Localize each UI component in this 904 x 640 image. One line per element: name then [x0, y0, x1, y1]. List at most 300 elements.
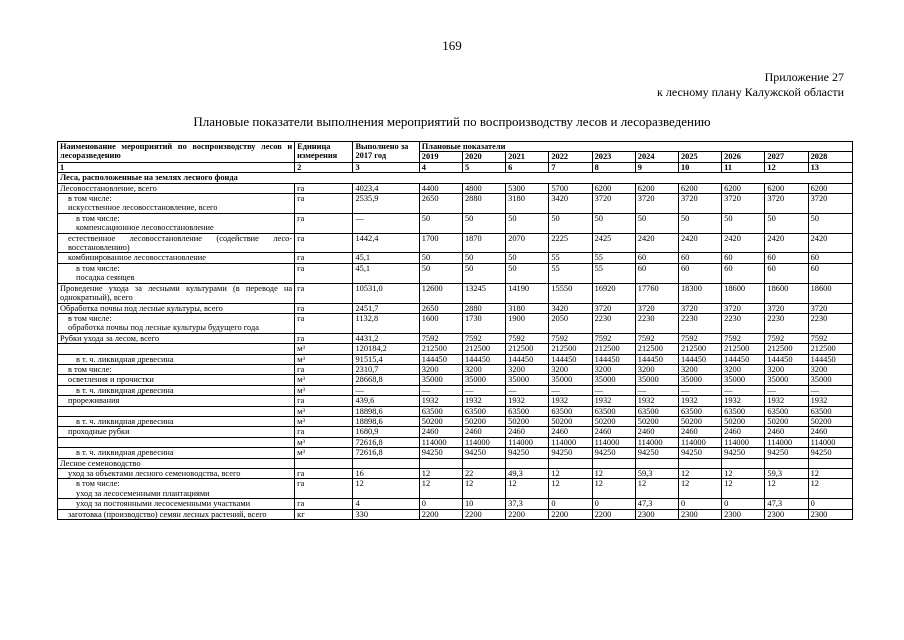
- row-plan-value: 3420: [549, 194, 592, 214]
- row-plan-value: 212500: [678, 344, 721, 354]
- row-plan-value: —: [506, 385, 549, 395]
- row-plan-value: 2300: [808, 509, 852, 519]
- row-plan-value: 2300: [722, 509, 765, 519]
- row-name: в т. ч. ликвидная древесина: [58, 448, 295, 458]
- row-plan-value: [419, 458, 462, 468]
- row-plan-value: 63500: [462, 406, 505, 416]
- row-plan-value: 212500: [419, 344, 462, 354]
- table-row: [58, 263, 853, 283]
- row-plan-value: 63500: [678, 406, 721, 416]
- header-year: 2019: [419, 152, 462, 162]
- row-plan-value: 2070: [506, 233, 549, 253]
- row-plan-value: 3720: [678, 303, 721, 313]
- row-plan-value: 2230: [722, 313, 765, 333]
- row-plan-value: 7592: [808, 333, 852, 343]
- row-plan-value: 50200: [722, 416, 765, 426]
- table-row: [58, 437, 853, 447]
- column-number: 13: [808, 162, 852, 172]
- row-plan-value: 1932: [506, 396, 549, 406]
- row-plan-value: 2880: [462, 303, 505, 313]
- header-unit: Единица измерения: [295, 142, 353, 163]
- row-plan-value: 1932: [635, 396, 678, 406]
- row-plan-value: —: [765, 385, 808, 395]
- row-plan-value: 2420: [678, 233, 721, 253]
- column-number: 3: [353, 162, 419, 172]
- table-row: [58, 396, 853, 406]
- column-number: 5: [462, 162, 505, 172]
- row-done-2017: 4023,4: [353, 183, 419, 193]
- row-done-2017: 10531,0: [353, 283, 419, 303]
- row-plan-value: 50: [765, 213, 808, 233]
- row-plan-value: 1932: [765, 396, 808, 406]
- row-plan-value: 3720: [765, 194, 808, 214]
- row-plan-value: 50200: [549, 416, 592, 426]
- row-plan-value: 94250: [678, 448, 721, 458]
- row-plan-value: 4800: [462, 183, 505, 193]
- row-plan-value: 60: [722, 263, 765, 283]
- row-plan-value: [678, 458, 721, 468]
- row-unit: га: [295, 479, 353, 499]
- row-plan-value: 3180: [506, 303, 549, 313]
- row-plan-value: 1900: [506, 313, 549, 333]
- table-row: [58, 416, 853, 426]
- row-plan-value: 35000: [419, 375, 462, 385]
- row-unit: м³: [295, 406, 353, 416]
- row-unit: га: [295, 313, 353, 333]
- row-plan-value: 50200: [592, 416, 635, 426]
- row-plan-value: 2460: [419, 427, 462, 437]
- row-unit: га: [295, 213, 353, 233]
- row-plan-value: 63500: [765, 406, 808, 416]
- header-year: 2021: [506, 152, 549, 162]
- row-plan-value: 12: [592, 469, 635, 479]
- column-number: 11: [722, 162, 765, 172]
- row-plan-value: 2460: [592, 427, 635, 437]
- table-row: [58, 213, 853, 233]
- row-plan-value: 212500: [549, 344, 592, 354]
- row-unit: га: [295, 283, 353, 303]
- row-plan-value: 50: [506, 263, 549, 283]
- row-plan-value: 6200: [765, 183, 808, 193]
- row-plan-value: 1870: [462, 233, 505, 253]
- row-plan-value: 6200: [808, 183, 852, 193]
- row-plan-value: 2460: [462, 427, 505, 437]
- row-plan-value: 94250: [462, 448, 505, 458]
- row-plan-value: 1932: [678, 396, 721, 406]
- row-plan-value: 2230: [808, 313, 852, 333]
- row-plan-value: 94250: [765, 448, 808, 458]
- table-row: [58, 458, 853, 468]
- row-plan-value: 7592: [765, 333, 808, 343]
- row-plan-value: 3180: [506, 194, 549, 214]
- row-plan-value: 3720: [722, 194, 765, 214]
- row-plan-value: 3200: [678, 364, 721, 374]
- row-plan-value: 35000: [506, 375, 549, 385]
- row-plan-value: 63500: [808, 406, 852, 416]
- row-plan-value: 3720: [765, 303, 808, 313]
- row-plan-value: 50: [592, 213, 635, 233]
- row-plan-value: 63500: [419, 406, 462, 416]
- row-plan-value: [506, 458, 549, 468]
- row-plan-value: 5300: [506, 183, 549, 193]
- row-plan-value: 5700: [549, 183, 592, 193]
- row-name: в том числе: обработка почвы под лесные культуры будущего года: [58, 313, 295, 333]
- row-done-2017: —: [353, 213, 419, 233]
- row-done-2017: 72616,8: [353, 437, 419, 447]
- row-plan-value: 35000: [722, 375, 765, 385]
- row-name: естественное лесовосстановление (содействие лесо-восстановлению): [58, 233, 295, 253]
- row-plan-value: 1932: [722, 396, 765, 406]
- row-plan-value: —: [635, 385, 678, 395]
- row-unit: кг: [295, 509, 353, 519]
- row-plan-value: 22: [462, 469, 505, 479]
- row-plan-value: 50: [549, 213, 592, 233]
- row-plan-value: 6200: [635, 183, 678, 193]
- row-unit: га: [295, 333, 353, 343]
- row-name: [58, 406, 295, 416]
- row-plan-value: 2420: [722, 233, 765, 253]
- row-plan-value: 114000: [722, 437, 765, 447]
- row-plan-value: 2460: [635, 427, 678, 437]
- row-plan-value: 2425: [592, 233, 635, 253]
- row-plan-value: 12: [722, 479, 765, 499]
- row-name: в т. ч. ликвидная древесина: [58, 385, 295, 395]
- row-plan-value: 6200: [592, 183, 635, 193]
- row-done-2017: 1132,8: [353, 313, 419, 333]
- row-plan-value: 7592: [549, 333, 592, 343]
- table-row: [58, 283, 853, 303]
- row-name: комбинированное лесовосстановление: [58, 253, 295, 263]
- row-plan-value: 1932: [592, 396, 635, 406]
- row-plan-value: 3200: [808, 364, 852, 374]
- row-plan-value: 35000: [462, 375, 505, 385]
- row-plan-value: 47,3: [635, 499, 678, 509]
- row-plan-value: 144450: [462, 354, 505, 364]
- row-plan-value: 50: [419, 213, 462, 233]
- row-plan-value: 2880: [462, 194, 505, 214]
- row-name: в том числе: посадка сеянцев: [58, 263, 295, 283]
- row-plan-value: 2420: [635, 233, 678, 253]
- row-name: уход за постоянными лесосеменными участками: [58, 499, 295, 509]
- row-plan-value: 0: [419, 499, 462, 509]
- row-plan-value: 2300: [765, 509, 808, 519]
- row-plan-value: 50200: [765, 416, 808, 426]
- row-plan-value: 3720: [808, 303, 852, 313]
- row-plan-value: 1932: [808, 396, 852, 406]
- row-done-2017: 4431,2: [353, 333, 419, 343]
- row-plan-value: 2230: [635, 313, 678, 333]
- row-done-2017: 330: [353, 509, 419, 519]
- row-plan-value: 35000: [592, 375, 635, 385]
- row-plan-value: 2650: [419, 303, 462, 313]
- header-year: 2026: [722, 152, 765, 162]
- row-plan-value: 7592: [635, 333, 678, 343]
- row-plan-value: —: [592, 385, 635, 395]
- header-year: 2022: [549, 152, 592, 162]
- row-plan-value: 114000: [592, 437, 635, 447]
- row-done-2017: 91515,4: [353, 354, 419, 364]
- row-plan-value: 2460: [808, 427, 852, 437]
- row-plan-value: 12: [678, 479, 721, 499]
- row-plan-value: 12: [722, 469, 765, 479]
- row-plan-value: 13245: [462, 283, 505, 303]
- row-name: Рубки ухода за лесом, всего: [58, 333, 295, 343]
- row-plan-value: 144450: [506, 354, 549, 364]
- row-plan-value: 16920: [592, 283, 635, 303]
- section-title: Леса, расположенные на землях лесного фонда: [58, 173, 853, 183]
- row-plan-value: 50200: [462, 416, 505, 426]
- row-plan-value: 47,3: [765, 499, 808, 509]
- row-plan-value: 144450: [592, 354, 635, 364]
- table-row: [58, 427, 853, 437]
- row-plan-value: 60: [722, 253, 765, 263]
- row-plan-value: 3200: [462, 364, 505, 374]
- row-plan-value: 114000: [808, 437, 852, 447]
- row-plan-value: 60: [635, 263, 678, 283]
- row-plan-value: 37,3: [506, 499, 549, 509]
- table-row: [58, 469, 853, 479]
- row-plan-value: 2225: [549, 233, 592, 253]
- row-plan-value: —: [549, 385, 592, 395]
- header-year: 2023: [592, 152, 635, 162]
- row-plan-value: 55: [549, 253, 592, 263]
- row-plan-value: 1932: [462, 396, 505, 406]
- row-plan-value: [462, 458, 505, 468]
- row-plan-value: 63500: [722, 406, 765, 416]
- row-plan-value: 7592: [419, 333, 462, 343]
- row-plan-value: 12: [678, 469, 721, 479]
- row-name: прореживания: [58, 396, 295, 406]
- header-row: [58, 142, 853, 152]
- header-year: 2024: [635, 152, 678, 162]
- page-number: 169: [442, 38, 462, 53]
- row-plan-value: 55: [549, 263, 592, 283]
- row-unit: м³: [295, 385, 353, 395]
- header-plan: Плановые показатели: [419, 142, 852, 152]
- row-plan-value: 1932: [419, 396, 462, 406]
- row-unit: га: [295, 194, 353, 214]
- row-plan-value: 144450: [678, 354, 721, 364]
- row-plan-value: 2200: [462, 509, 505, 519]
- row-plan-value: 50: [808, 213, 852, 233]
- row-plan-value: 18600: [808, 283, 852, 303]
- row-plan-value: 2650: [419, 194, 462, 214]
- row-plan-value: 94250: [808, 448, 852, 458]
- table-row: [58, 194, 853, 214]
- row-done-2017: 12: [353, 479, 419, 499]
- row-plan-value: 10: [462, 499, 505, 509]
- row-name: в том числе: искусственное лесовосстановление, всего: [58, 194, 295, 214]
- row-plan-value: 12: [549, 479, 592, 499]
- row-plan-value: 59,3: [635, 469, 678, 479]
- row-plan-value: 12: [419, 469, 462, 479]
- row-plan-value: 12: [808, 469, 852, 479]
- row-plan-value: 18600: [722, 283, 765, 303]
- appendix-subtitle: к лесному плану Калужской области: [657, 85, 844, 99]
- row-plan-value: 0: [678, 499, 721, 509]
- row-plan-value: 60: [765, 263, 808, 283]
- row-plan-value: 50: [462, 253, 505, 263]
- table-row: [58, 313, 853, 333]
- row-plan-value: 50: [635, 213, 678, 233]
- row-plan-value: 50: [462, 263, 505, 283]
- row-plan-value: 3200: [635, 364, 678, 374]
- row-plan-value: 60: [808, 253, 852, 263]
- row-plan-value: 2230: [592, 313, 635, 333]
- row-unit: га: [295, 427, 353, 437]
- table-row: [58, 344, 853, 354]
- row-name: Обработка почвы под лесные культуры, всего: [58, 303, 295, 313]
- row-plan-value: 3200: [549, 364, 592, 374]
- row-plan-value: 50: [419, 263, 462, 283]
- row-plan-value: 35000: [678, 375, 721, 385]
- row-plan-value: 94250: [722, 448, 765, 458]
- row-plan-value: 2300: [635, 509, 678, 519]
- row-name: Проведение ухода за лесными культурами (в переводе на однократный), всего: [58, 283, 295, 303]
- row-unit: [295, 458, 353, 468]
- row-unit: га: [295, 469, 353, 479]
- row-plan-value: 6200: [722, 183, 765, 193]
- row-unit: м³: [295, 344, 353, 354]
- row-plan-value: 144450: [549, 354, 592, 364]
- row-unit: га: [295, 303, 353, 313]
- row-plan-value: 212500: [765, 344, 808, 354]
- row-plan-value: 12: [462, 479, 505, 499]
- row-done-2017: 45,1: [353, 253, 419, 263]
- table-row: [58, 354, 853, 364]
- row-plan-value: 212500: [722, 344, 765, 354]
- row-plan-value: 3720: [808, 194, 852, 214]
- row-name: [58, 344, 295, 354]
- row-plan-value: 0: [722, 499, 765, 509]
- row-plan-value: 2460: [549, 427, 592, 437]
- row-plan-value: 50: [678, 213, 721, 233]
- row-plan-value: 212500: [506, 344, 549, 354]
- row-name: проходные рубки: [58, 427, 295, 437]
- appendix-header: [657, 70, 844, 100]
- row-plan-value: 212500: [462, 344, 505, 354]
- row-plan-value: 12600: [419, 283, 462, 303]
- row-plan-value: 7592: [592, 333, 635, 343]
- column-number: 7: [549, 162, 592, 172]
- row-plan-value: 18300: [678, 283, 721, 303]
- row-plan-value: 114000: [462, 437, 505, 447]
- row-plan-value: 17760: [635, 283, 678, 303]
- row-done-2017: 16: [353, 469, 419, 479]
- row-plan-value: 3200: [765, 364, 808, 374]
- row-plan-value: 60: [678, 263, 721, 283]
- row-plan-value: 12: [506, 479, 549, 499]
- row-plan-value: 0: [808, 499, 852, 509]
- row-plan-value: 0: [592, 499, 635, 509]
- row-plan-value: 63500: [549, 406, 592, 416]
- row-plan-value: 114000: [549, 437, 592, 447]
- table-row: [58, 233, 853, 253]
- header-year: 2020: [462, 152, 505, 162]
- table-row: [58, 448, 853, 458]
- row-plan-value: 50: [506, 253, 549, 263]
- row-unit: м³: [295, 448, 353, 458]
- row-plan-value: 14190: [506, 283, 549, 303]
- row-done-2017: 72616,8: [353, 448, 419, 458]
- row-plan-value: 3720: [592, 303, 635, 313]
- row-plan-value: —: [419, 385, 462, 395]
- row-unit: м³: [295, 375, 353, 385]
- section-row: [58, 173, 853, 183]
- row-plan-value: 2050: [549, 313, 592, 333]
- row-plan-value: 7592: [506, 333, 549, 343]
- row-name: в том числе:: [58, 364, 295, 374]
- row-plan-value: 0: [549, 499, 592, 509]
- row-plan-value: 144450: [635, 354, 678, 364]
- row-plan-value: 18600: [765, 283, 808, 303]
- table-row: [58, 364, 853, 374]
- table-row: [58, 303, 853, 313]
- row-unit: га: [295, 253, 353, 263]
- row-plan-value: [722, 458, 765, 468]
- table-row: [58, 479, 853, 499]
- row-plan-value: 2460: [678, 427, 721, 437]
- row-plan-value: 2230: [678, 313, 721, 333]
- row-name: в т. ч. ликвидная древесина: [58, 354, 295, 364]
- row-plan-value: 2230: [765, 313, 808, 333]
- row-plan-value: 50: [722, 213, 765, 233]
- row-plan-value: 1700: [419, 233, 462, 253]
- row-plan-value: 60: [635, 253, 678, 263]
- column-number: 4: [419, 162, 462, 172]
- row-plan-value: 2200: [549, 509, 592, 519]
- row-plan-value: 2420: [765, 233, 808, 253]
- header-name: Наименование мероприятий по воспроизводству лесов и лесоразведению: [58, 142, 295, 163]
- table-row: [58, 253, 853, 263]
- row-plan-value: 3200: [722, 364, 765, 374]
- row-plan-value: 59,3: [765, 469, 808, 479]
- table-row: [58, 385, 853, 395]
- row-plan-value: —: [808, 385, 852, 395]
- row-plan-value: 49,3: [506, 469, 549, 479]
- row-plan-value: 50200: [678, 416, 721, 426]
- row-plan-value: [765, 458, 808, 468]
- row-plan-value: 94250: [506, 448, 549, 458]
- row-name: в том числе: уход за лесосеменными плантациями: [58, 479, 295, 499]
- row-plan-value: 114000: [678, 437, 721, 447]
- row-plan-value: 35000: [765, 375, 808, 385]
- row-plan-value: 12: [765, 479, 808, 499]
- row-name: Лесное семеноводство: [58, 458, 295, 468]
- row-name: в т. ч. ликвидная древесина: [58, 416, 295, 426]
- row-done-2017: 4: [353, 499, 419, 509]
- row-plan-value: 114000: [419, 437, 462, 447]
- table-row: [58, 375, 853, 385]
- table-row: [58, 509, 853, 519]
- row-plan-value: 50200: [506, 416, 549, 426]
- row-plan-value: 3720: [635, 303, 678, 313]
- row-plan-value: 144450: [808, 354, 852, 364]
- row-plan-value: 50200: [419, 416, 462, 426]
- row-plan-value: 3720: [678, 194, 721, 214]
- row-plan-value: —: [722, 385, 765, 395]
- header-year: 2027: [765, 152, 808, 162]
- row-done-2017: 2451,7: [353, 303, 419, 313]
- row-plan-value: 60: [808, 263, 852, 283]
- row-plan-value: 55: [592, 253, 635, 263]
- row-plan-value: 1600: [419, 313, 462, 333]
- row-unit: га: [295, 499, 353, 509]
- appendix-label: Приложение 27: [764, 70, 844, 84]
- row-unit: га: [295, 364, 353, 374]
- row-plan-value: 3200: [506, 364, 549, 374]
- table-row: [58, 333, 853, 343]
